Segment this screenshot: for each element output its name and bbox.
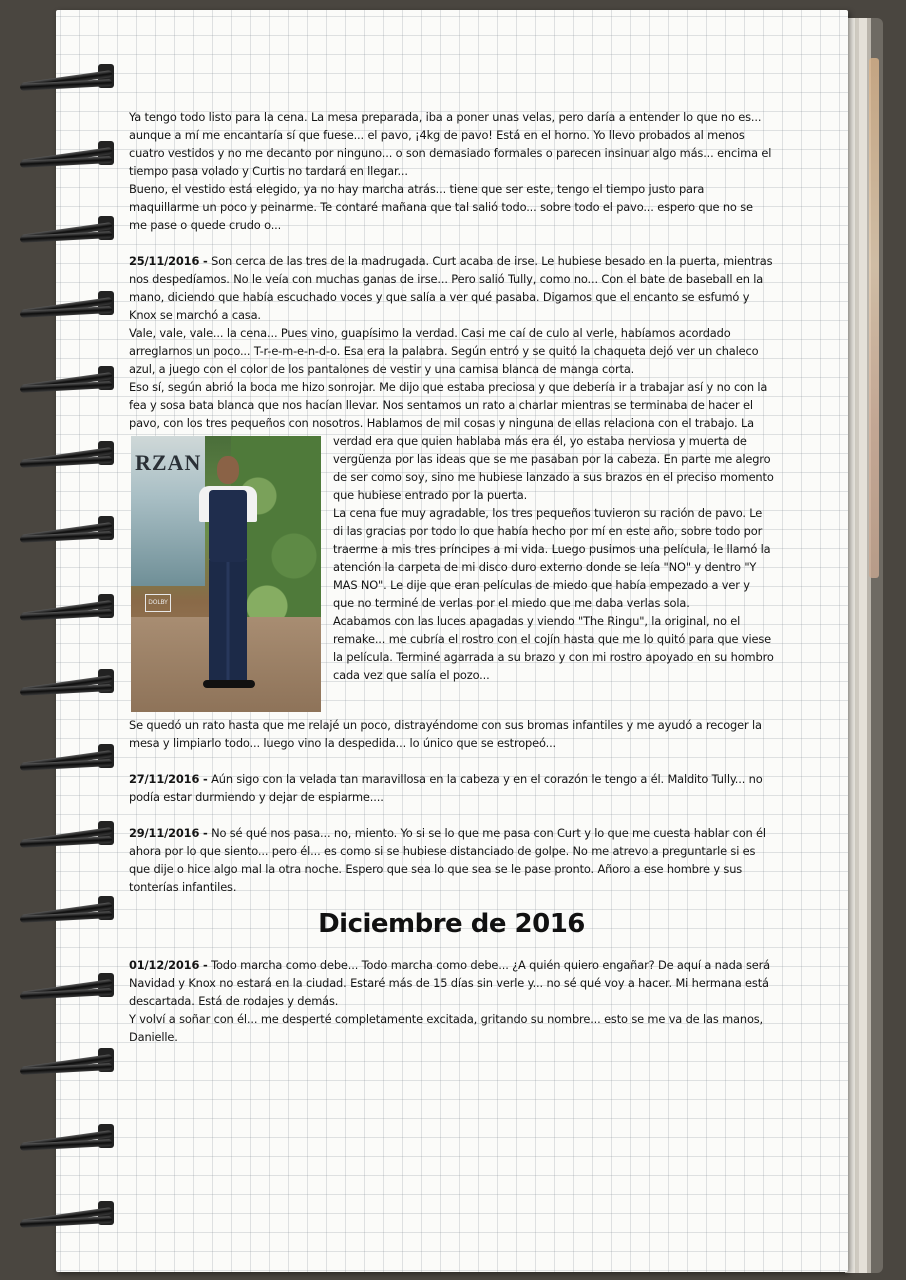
event-photo — [131, 436, 321, 712]
diary-entry-paragraph: Vale, vale, vale... la cena... Pues vino, guapísimo la verdad. Casi me caí de culo al verle, habíamos acordado arreglarnos un poco... T-r-e-m-e-n-d-o. Esa era la palabra. Según entró y se quitó la chaqueta dejó ver un chaleco azul, a juego con el color de los pantalones de vestir y una camisa blanca de manga corta. — [129, 326, 759, 376]
diary-entry-paragraph: 01/12/2016 - Todo marcha como debe... Todo marcha como debe... ¿A quién quiero engañar? De aquí a nada será Navidad y Knox no estará en la ciudad. Estaré más de 15 días sin verle y... no sé qué voy a hacer. Mi hermana está descartada. Está de rodajes y demás. — [129, 958, 770, 1008]
diary-entry-paragraph: 29/11/2016 - No sé qué nos pasa... no, miento. Yo si se lo que me pasa con Curt y lo que me cuesta hablar con él ahora por lo que siento... pero él... es como si se hubiese distanciado de golpe. No me atrevo a preguntarle si es que dije o hice algo mal la otra noche. Espero que sea lo que sea se le pase pronto. Añoro a ese hombre y sus tonterías infantiles. — [129, 826, 766, 894]
spiral-coil — [20, 510, 112, 544]
diary-entry-paragraph: Y volví a soñar con él... me desperté completamente excitada, gritando su nombre... esto se me va de las manos, Danielle. — [129, 1012, 764, 1044]
spiral-coil — [20, 285, 112, 319]
dolby-logo: DOLBY — [145, 594, 171, 612]
entry-date: 01/12/2016 - — [129, 958, 208, 972]
entry-date: 27/11/2016 - — [129, 772, 208, 786]
spiral-coil — [20, 738, 112, 772]
spiral-binding — [10, 0, 110, 1280]
intro-paragraph: Bueno, el vestido está elegido, ya no hay marcha atrás... tiene que ser este, tengo el tiempo justo para maquillarme un poco y peinarme. Te contaré mañana que tal salió todo... sobre todo el pavo... espero que no se me pase o quede crudo o... — [129, 182, 753, 232]
diary-entry-paragraph: La cena fue muy agradable, los tres pequeños tuvieron su ración de pavo. Le di las gracias por todo lo que había hecho por mí en este año, sobre todo por traerme a mis tres príncipes a mi vida. Luego pusimos una película, le llamó la atención la carpeta de mi disco duro externo donde se leía "NO" y dentro "Y MAS NO". Le dije que eran películas de miedo que había empezado a ver y que no terminé de verlas por el miedo que me daba verlas sola. — [333, 506, 771, 610]
diary-entry-paragraph: Acabamos con las luces apagadas y viendo "The Ringu", la original, no el remake... me cubría el rostro con el cojín hasta que me lo quitó para que viese la película. Terminé agarrada a su brazo y con mi rostro apoyado en su hombro cada vez que salía el pozo... — [333, 614, 774, 682]
spiral-coil — [20, 135, 112, 169]
month-heading: Diciembre de 2016 — [318, 909, 585, 939]
spiral-coil — [20, 1118, 112, 1152]
man-in-suit — [193, 454, 263, 694]
notebook-back-pages — [845, 18, 883, 1273]
entry-date: 29/11/2016 - — [129, 826, 208, 840]
spiral-coil — [20, 967, 112, 1001]
spiral-coil — [20, 815, 112, 849]
spiral-coil — [20, 1195, 112, 1229]
spiral-coil — [20, 663, 112, 697]
diary-entry-paragraph: 25/11/2016 - Son cerca de las tres de la madrugada. Curt acaba de irse. Le hubiese besado en la puerta, mientras nos despedíamos. No le veía con muchas ganas de irse... Pero salió Tully, como no... Con el bate de baseball en la mano, diciendo que había escuchado voces y que salía a ver qué pasaba. Digamos que el encanto se esfumó y Knox se marchó a casa. — [129, 254, 773, 322]
intro-paragraph: Ya tengo todo listo para la cena. La mesa preparada, iba a poner unas velas, pero daría a entender lo que no es... aunque a mí me encantaría sí que fuese... el pavo, ¡4kg de pavo! Está en el horno. Yo llevo probados al menos cuatro vestidos y no me decanto por ninguno... o son demasiado formales o parecen insinuar algo más... encima el tiempo pasa volado y Curtis no tardará en llegar... — [129, 110, 772, 178]
diary-entry-paragraph: Se quedó un rato hasta que me relajé un poco, distrayéndome con sus bromas infantiles y me ayudó a recoger la mesa y limpiarlo todo... luego vino la despedida... lo único que se estropeó... — [129, 718, 762, 750]
diary-entry-paragraph: Eso sí, según abrió la boca me hizo sonrojar. Me dijo que estaba preciosa y que debería ir a trabajar así y no con la fea y sosa bata blanca que nos hacían llevar. Nos sentamos un rato a charlar mientras se terminaba de hacer el pavo, con los tres pequeños con nosotros. Hablamos de mil cosas y ninguna de ellas RZAN DOLBY relaciona con el trabajo. La verdad era que quien hablaba más era él, yo estaba nerviosa y muerta de vergüenza por las ideas que se me pasaban por la cabeza. En parte me alegro de ser como soy, sino me hubiese lanzado a sus brazos en el preciso momento que hubiese entrado por la puerta. — [129, 378, 774, 504]
diary-content — [129, 108, 774, 1046]
spiral-coil — [20, 588, 112, 622]
spiral-coil — [20, 210, 112, 244]
spiral-coil — [20, 360, 112, 394]
diary-entry-paragraph: 27/11/2016 - Aún sigo con la velada tan maravillosa en la cabeza y en el corazón le tengo a él. Maldito Tully... no podía estar durmiendo y dejar de espiarme.... — [129, 772, 763, 804]
spiral-coil — [20, 58, 112, 92]
poster-title: RZAN — [135, 450, 202, 475]
spiral-coil — [20, 1042, 112, 1076]
spiral-coil — [20, 435, 112, 469]
entry-date: 25/11/2016 - — [129, 254, 208, 268]
spiral-coil — [20, 890, 112, 924]
